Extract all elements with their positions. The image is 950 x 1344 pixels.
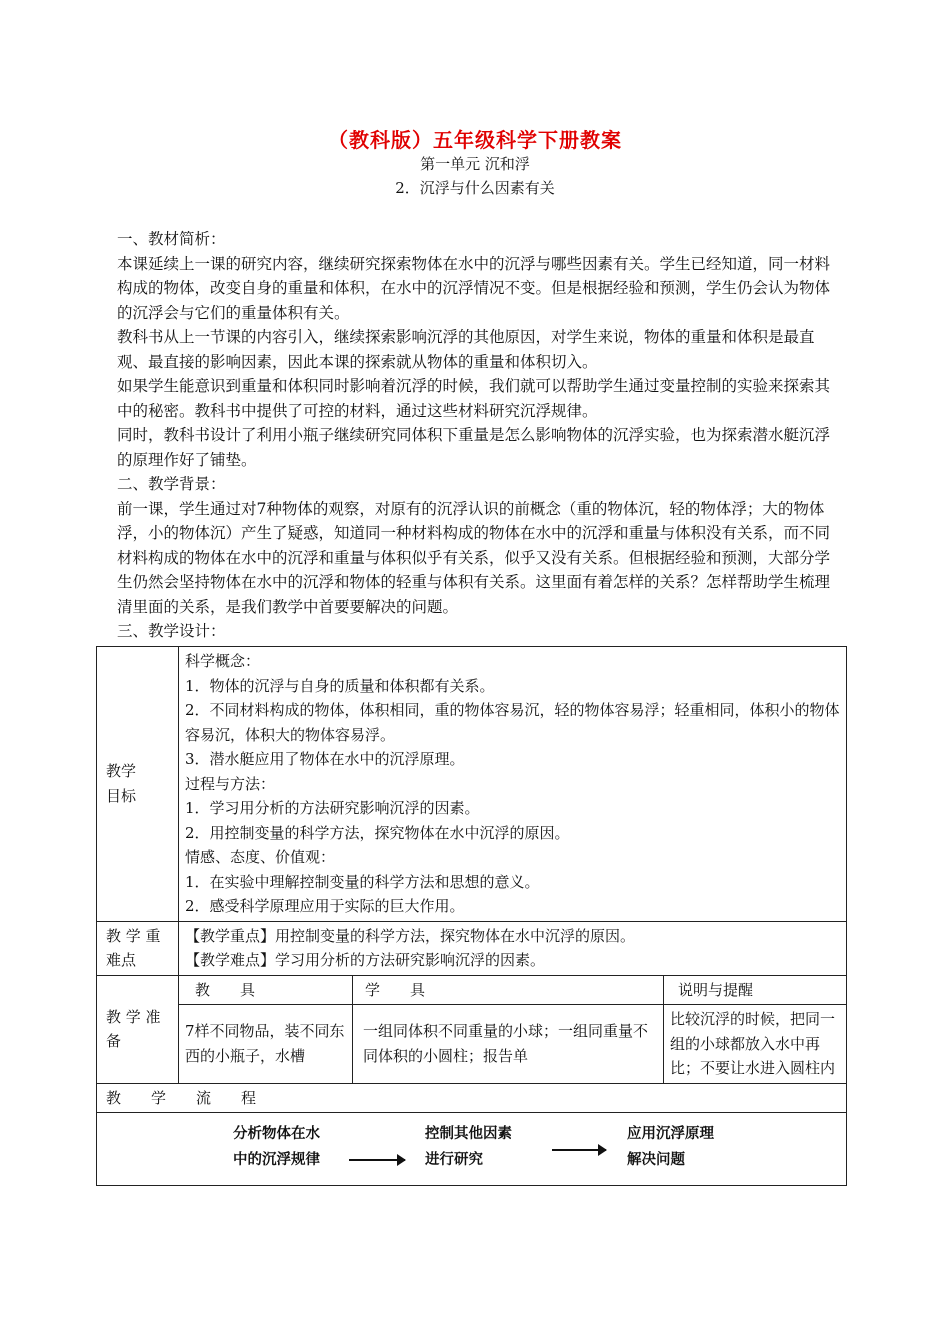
flow-step-line: 控制其他因素: [425, 1126, 512, 1142]
lesson-design-table: [96, 646, 847, 1186]
unit-subtitle: 第一单元 沉和浮: [420, 155, 530, 173]
section-textbook-analysis: [117, 227, 839, 644]
student-tools-header: 学 具: [353, 975, 664, 1005]
flow-step-line: 分析物体在水: [233, 1126, 320, 1142]
goals-content: [179, 647, 847, 922]
goal-line: 2．用控制变量的科学方法，探究物体在水中沉浮的原因。: [185, 823, 570, 842]
paragraph: 如果学生能意识到重量和体积同时影响着沉浮的时候，我们就可以帮助学生通过变量控制的实验来探索其中的秘密。教科书中提供了可控的材料，通过这些材料研究沉浮规律。: [117, 377, 831, 420]
keypoints-content: [179, 921, 847, 975]
keypoints-label: 难点: [106, 951, 137, 969]
lesson-subtitle: 2．沉浮与什么因素有关: [395, 179, 555, 197]
goal-line: 2．不同材料构成的物体，体积相同，重的物体容易沉，轻的物体容易浮；轻重相同，体积小的物体容易沉，体积大的物体容易浮。: [185, 701, 840, 744]
notes-header: 说明与提醒: [664, 975, 847, 1005]
goal-line: 科学概念：: [185, 652, 261, 670]
goal-line: 1．物体的沉浮与自身的质量和体积都有关系。: [185, 676, 495, 695]
section-heading: 三、教学设计：: [117, 622, 226, 640]
goal-line: 1．学习用分析的方法研究影响沉浮的因素。: [185, 799, 480, 817]
prep-label: 教 学 准: [106, 1007, 161, 1026]
key-point: 【教学重点】用控制变量的科学方法，探究物体在水中沉浮的原因。: [185, 926, 636, 945]
paragraph: 本课延续上一课的研究内容，继续研究探索物体在水中的沉浮与哪些因素有关。学生已经知道，同一材料构成的物体，改变自身的重量和体积，在水中的沉浮情况不变。但是根据经验和预测，学生仍会认为物体的沉浮会与它们的重量体积有关。: [117, 254, 831, 322]
prep-content-row: [97, 1005, 847, 1084]
student-tools: 一组同体积不同重量的小球；一组同重量不同体积的小圆柱；报告单: [353, 1005, 664, 1084]
flow-cell: [97, 1113, 847, 1186]
flow-step-line: 应用沉浮原理: [627, 1126, 714, 1142]
flow-step-line: 解决问题: [627, 1152, 685, 1168]
paragraph: 教科书从上一节课的内容引入，继续探索影响沉浮的其他原因，对学生来说，物体的重量和体积是最直观、最直接的影响因素，因此本课的探索就从物体的重量和体积切入。: [117, 328, 815, 371]
document-title: （教科版）五年级科学下册教案: [328, 128, 622, 152]
flow-diagram: [97, 1113, 846, 1185]
goal-line: 1．在实验中理解控制变量的科学方法和思想的意义。: [185, 872, 540, 891]
keypoints-label: 教 学 重: [106, 926, 161, 945]
difficult-point: 【教学难点】学习用分析的方法研究影响沉浮的因素。: [185, 951, 546, 969]
keypoints-row: [97, 921, 847, 975]
teacher-tools-header: 教 具: [179, 975, 353, 1005]
goals-label-cell: [97, 647, 179, 922]
notes: 比较沉浮的时候，把同一组的小球都放入水中再比；不要让水进入圆柱内: [664, 1005, 847, 1084]
flow-header-row: [97, 1083, 847, 1113]
flow-step-line: 进行研究: [425, 1152, 483, 1168]
prep-label: 备: [106, 1032, 122, 1050]
paragraph: 前一课，学生通过对7种物体的观察，对原有的沉浮认识的前概念（重的物体沉，轻的物体浮；大的物体浮，小的物体沉）产生了疑惑，知道同一种材料构成的物体在水中的沉浮和重量与体积没有关系，而不同材料构成的物体在水中的沉浮和重量与体积似乎有关系，似乎又没有关系。但根据经验和预测，大部分学生仍然会坚持物体在水中的沉浮和物体的轻重与体积有关系。这里面有着怎样的关系？怎样帮助学生梳理清里面的关系，是我们教学中首要要解决的问题。: [117, 499, 831, 616]
flow-arrow: [552, 1149, 606, 1151]
flow-step-line: 中的沉浮规律: [233, 1152, 320, 1168]
goal-line: 2．感受科学原理应用于实际的巨大作用。: [185, 897, 465, 915]
keypoints-label-cell: [97, 921, 179, 975]
flow-step-2: [425, 1121, 512, 1173]
goals-row: [97, 647, 847, 922]
section-heading: 二、教学背景：: [117, 475, 226, 493]
paragraph: 同时，教科书设计了利用小瓶子继续研究同体积下重量是怎么影响物体的沉浮实验，也为探索潜水艇沉浮的原理作好了铺垫。: [117, 426, 831, 469]
flow-label: 教 学 流 程: [97, 1083, 847, 1113]
flow-row: [97, 1113, 847, 1186]
prep-label-cell: [97, 975, 179, 1083]
goals-label: 目标: [106, 786, 137, 805]
flow-step-3: [627, 1121, 714, 1173]
goal-line: 3．潜水艇应用了物体在水中的沉浮原理。: [185, 750, 465, 768]
flow-arrow: [349, 1159, 405, 1161]
teacher-tools: 7样不同物品，装不同东西的小瓶子，水槽: [179, 1005, 353, 1084]
goal-line: 情感、态度、价值观：: [185, 848, 336, 866]
prep-header-row: [97, 975, 847, 1005]
section-heading: 一、教材简析：: [117, 230, 226, 248]
goals-label: 教学: [106, 762, 137, 781]
flow-step-1: [233, 1121, 320, 1173]
goal-line: 过程与方法：: [185, 774, 276, 793]
